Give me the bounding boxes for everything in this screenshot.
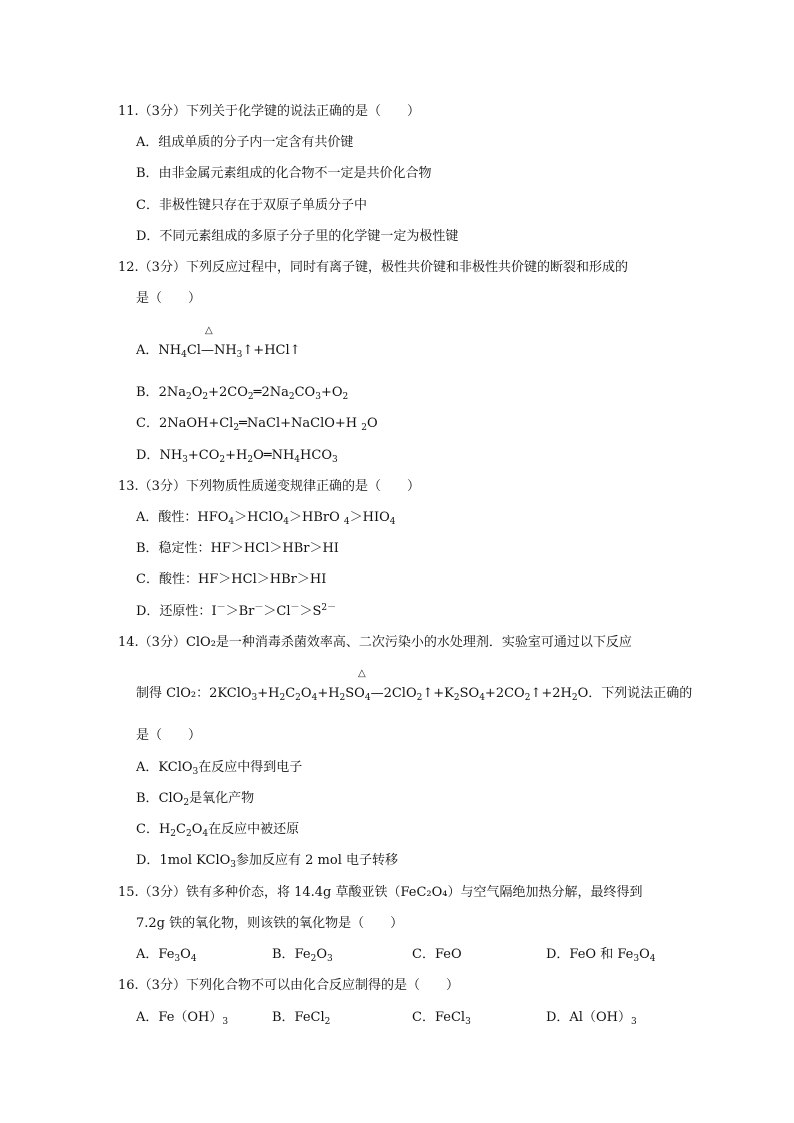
question-16-stem: 16.（3分）下列化合物不可以由化合反应制得的是（ ）	[118, 978, 459, 993]
question-14-option-d: D．1mol KClO$_3$参加反应有 2 mol 电子转移	[136, 853, 398, 870]
question-14-option-a: A．KClO$_3$在反应中得到电子	[136, 760, 303, 777]
question-16-option-a: A．$Fe(OH)_3$	[136, 1010, 229, 1027]
question-13-stem: 13.（3分）下列物质性质递变规律正确的是（ ）	[118, 479, 420, 494]
question-12-stem-line1: 12.（3分）下列反应过程中，同时有离子键，极性共价键和非极性共价键的断裂和形成的	[118, 260, 628, 275]
question-11-option-b: B．由非金属元素组成的化合物不一定是共价化合物	[136, 166, 432, 181]
question-11-option-a: A．组成单质的分子内一定含有共价键	[136, 135, 354, 150]
question-12-stem-line2: 是（ ）	[136, 291, 202, 306]
question-15-option-b: B．$Fe_2O_3$	[272, 947, 333, 964]
question-11-option-c: C．非极性键只存在于双原子单质分子中	[136, 198, 367, 213]
question-14-option-c: C．$H_2C_2O_4$在反应中被还原	[136, 822, 300, 839]
question-16-option-d: D．$Al(OH)_3$	[546, 1010, 637, 1027]
question-15-option-c: C．FeO	[412, 947, 462, 962]
question-13-option-c: C．酸性：HF＞HCl＞HBr＞HI	[136, 572, 327, 587]
question-11-option-d: D．不同元素组成的多原子分子里的化学键一定为极性键	[136, 229, 459, 244]
question-12-option-c: C．$2NaOH+Cl_2═NaCl+NaClO+H$ $_2$O	[136, 416, 378, 433]
question-11-stem: 11.（3分）下列关于化学键的说法正确的是（ ）	[118, 104, 420, 119]
question-15-option-a: A．$Fe_3O_4$	[136, 947, 197, 964]
question-12-option-b: B．$2Na_2O_2+2CO_2═2Na_2CO_3+O_2$	[136, 385, 349, 402]
question-14-stem-line2: 制得 ClO₂：$2KClO_3+H_2C_2O_4+H_2SO_4—2ClO_2↑+K_2SO_4+2CO_2↑+2H_2O$．下列说法正确的	[136, 686, 693, 703]
question-15-stem-line2: 7.2g 铁的氧化物，则该铁的氧化物是（ ）	[136, 916, 404, 931]
question-15-stem-line1: 15.（3分）铁有多种价态，将 14.4g 草酸亚铁（FeC₂O₄）与空气隔绝加热分解，最终得到	[118, 885, 643, 900]
question-12-option-a: A．$NH_4Cl—NH_3↑+HCl↑$	[136, 343, 301, 360]
question-13-option-d: D．还原性：$I^->Br^->Cl^->S^{2-}$	[136, 603, 337, 619]
heating-symbol: △	[358, 668, 366, 679]
question-16-option-c: C．FeCl$_3$	[412, 1010, 471, 1027]
question-14-stem-line1: 14.（3分）ClO₂是一种消毒杀菌效率高、二次污染小的水处理剂．实验室可通过以下反应	[118, 635, 632, 650]
question-12-option-d: D．$NH_3+CO_2+H_2O═NH_4HCO_3$	[136, 448, 338, 465]
question-13-option-a: A．酸性：$HFO_4>HClO_4>HBrO$ $_4>HIO_4$	[136, 510, 396, 527]
question-13-option-b: B．稳定性：HF＞HCl＞HBr＞HI	[136, 541, 339, 556]
question-16-option-b: B．FeCl$_2$	[272, 1010, 331, 1027]
question-15-option-d: D．FeO 和 $Fe_3O_4$	[546, 947, 656, 964]
question-14-stem-line3: 是（ ）	[136, 728, 202, 743]
heating-symbol: △	[205, 325, 213, 336]
question-14-option-b: B．ClO$_2$是氧化产物	[136, 791, 255, 808]
